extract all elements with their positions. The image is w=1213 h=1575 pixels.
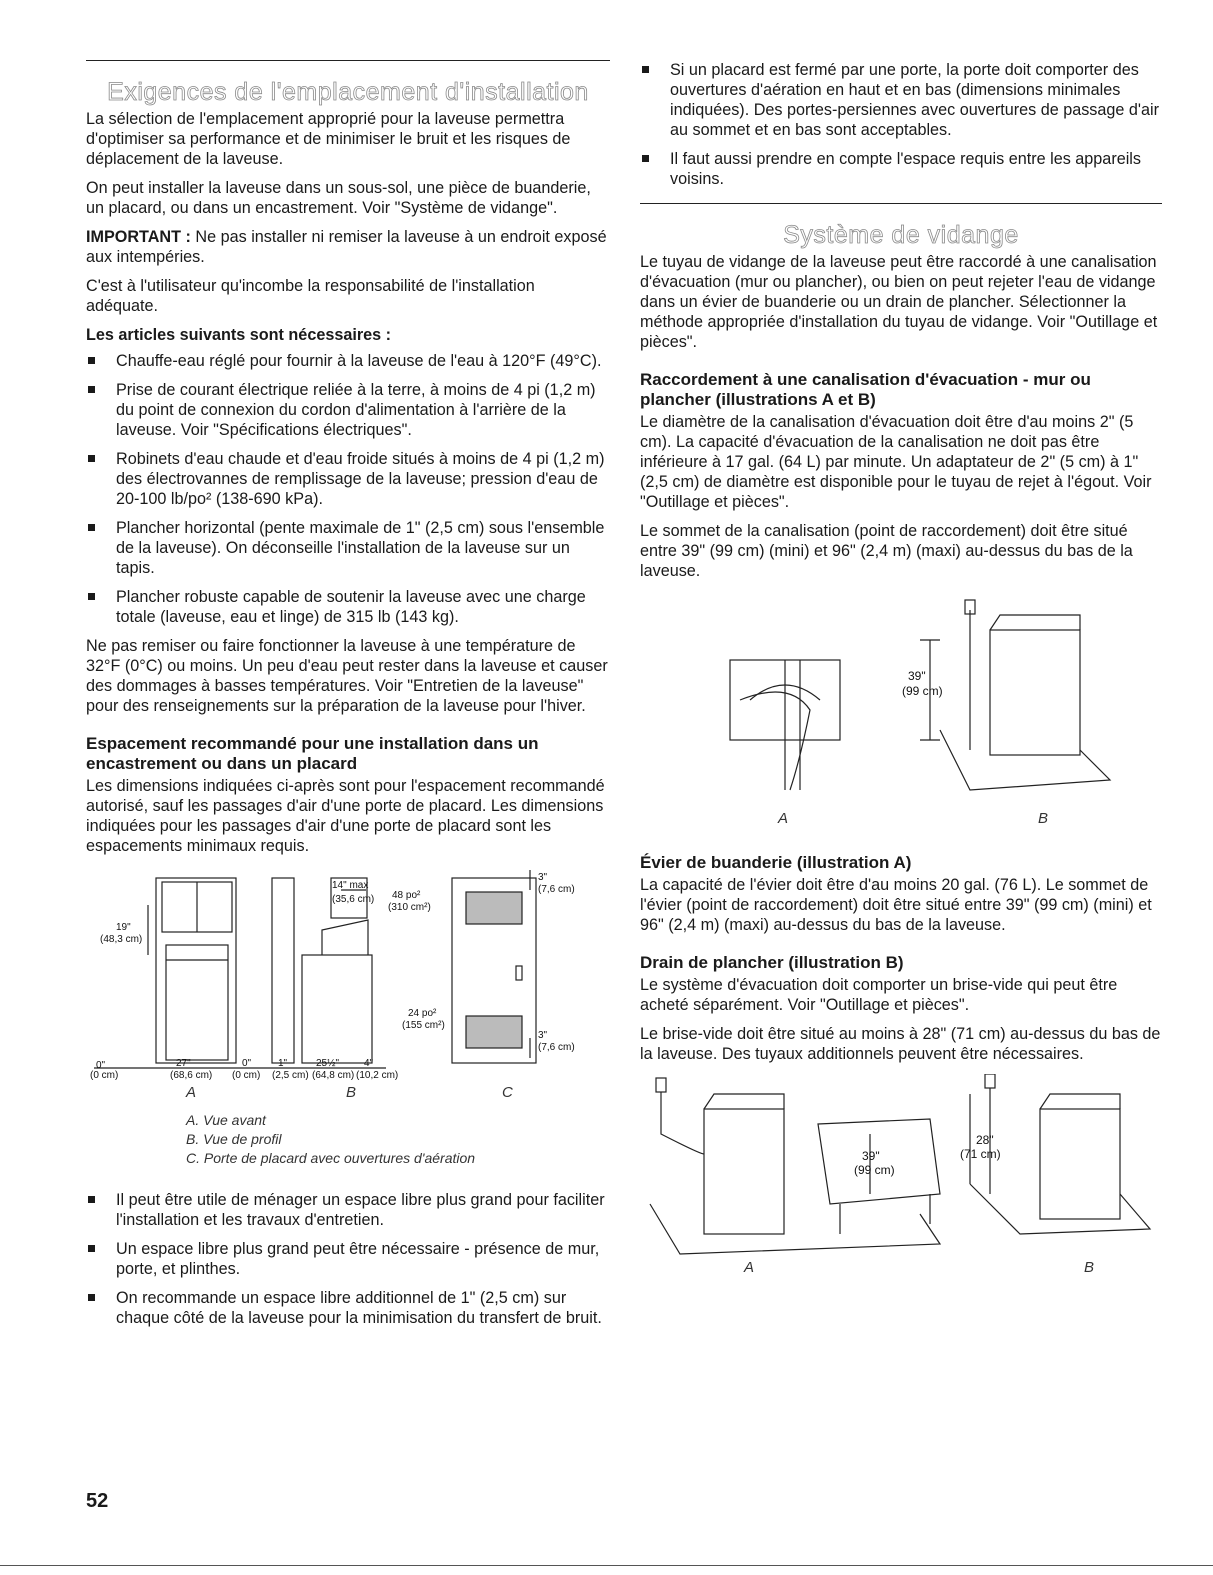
closet-outline [156,878,236,1063]
dim-14: 14" max [332,880,369,891]
dim-3a: 3" [538,872,548,883]
dim-27: 27" [176,1058,191,1069]
paragraph: Le brise-vide doit être situé au moins à 28" (71 cm) au-dessus du bas de la laveuse. Des tuyaux additionnels peuvent être nécessaires. [640,1025,1161,1063]
caption-line: C. Porte de placard avec ouvertures d'aération [186,1150,476,1166]
spacing-heading: Espacement recommandé pour une installation dans un encastrement ou dans un placard [86,734,539,773]
sink-floor-drain-figure [640,1074,1162,1259]
paragraph: Le sommet de la canalisation (point de raccordement) doit être situé entre 39" (99 cm) (mini) et 96" (2,4 m) (maxi) au-dessus du bas de la laveuse. [640,522,1133,580]
paragraph: La capacité de l'évier doit être d'au moins 20 gal. (76 L). Le sommet de l'évier (point de raccordement) doit être situé entre 39" (99 cm) (mini) et 96" (2,4 m) (maxi) au-dessus du bas de la laveuse. [640,876,1152,934]
dim-24: 24 po² [408,1008,437,1019]
paragraph: Le système d'évacuation doit comporter un brise-vide qui peut être acheté séparément. Voir "Outillage et pièces". [640,976,1118,1014]
dim-48: 48 po² [392,890,421,901]
floor-drain-heading: Drain de plancher (illustration B) [640,953,904,972]
closet-list [640,60,1162,189]
paragraph: C'est à l'utilisateur qu'incombe la responsabilité de l'installation adéquate. [86,277,535,315]
figure-caption [186,1111,610,1168]
standpipe-heading: Raccordement à une canalisation d'évacuation - mur ou plancher (illustrations A et B) [640,370,1091,409]
fig-label-b: B [1084,1259,1095,1276]
dim-4: 4" [364,1058,374,1069]
required-heading: Les articles suivants sont nécessaires : [86,326,392,344]
fig-label-b: B [1038,810,1049,827]
dim-3a-cm: (7,6 cm) [538,884,575,895]
dim-0b-cm: (0 cm) [232,1070,261,1080]
figure-labels [86,1084,610,1101]
dim-39-cm: (99 cm) [902,684,943,698]
page-number: 52 [86,1490,109,1512]
section-divider [640,203,1162,204]
dim-25-cm: (64,8 cm) [312,1070,355,1080]
sink-heading: Évier de buanderie (illustration A) [640,853,912,872]
paragraph: Le diamètre de la canalisation d'évacuation doit être d'au moins 2" (5 cm). La capacité d'évacuation de la canalisation ne doit pas être inférieure à 17 gal. (64 L) par minute. Un adaptateur de 2" (5 cm) à 1" (2,5 cm) de diamètre est disponible pour le tuyau de rejet à l'égout. Voir "Outillage et pièces". [640,413,1152,511]
paragraph: Les dimensions indiquées ci-après sont pour l'espacement recommandé autorisé, sauf les passages d'air d'une porte de placard. Les dimensions indiquées pour les passages d'air d'une porte de placard sont les espacements minimaux requis. [86,777,605,855]
list-item: On recommande un espace libre additionnel de 1" (2,5 cm) sur chaque côté de la laveuse pour la minimisation du transfert de bruit. [86,1288,610,1328]
closet-spacing-figure [86,870,610,1080]
dim-0a-cm: (0 cm) [90,1070,119,1080]
important-text: Ne pas installer ni remiser la laveuse à un endroit exposé aux intempéries. [86,228,607,266]
dim-28-cm: (71 cm) [960,1147,1001,1161]
dim-39: 39" [908,669,926,683]
standpipe-figure [640,590,1162,810]
dim-19-cm: (48,3 cm) [100,934,143,945]
important-label: IMPORTANT : [86,228,191,246]
list-item: Plancher robuste capable de soutenir la laveuse avec une charge totale (laveuse, eau et linge) de 315 lb (143 kg). [86,587,610,627]
list-item: Un espace libre plus grand peut être nécessaire - présence de mur, porte, et plinthes. [86,1239,610,1279]
caption-line: B. Vue de profil [186,1131,282,1147]
dim-19: 19" [116,922,131,933]
dim-24-cm: (155 cm²) [402,1020,445,1031]
list-item: Robinets d'eau chaude et d'eau froide situés à moins de 4 pi (1,2 m) des électrovannes de remplissage de la laveuse; pression d'eau de 20-100 lb/po² (138-690 kPa). [86,449,610,509]
paragraph: Ne pas remiser ou faire fonctionner la laveuse à une température de 32°F (0°C) ou moins. Un peu d'eau peut rester dans la laveuse et causer des dommages à basses températures. Voir "Entretien de la laveuse" pour des renseignements sur la préparation de la laveuse pour l'hiver. [86,637,608,715]
figure-labels [640,810,1162,827]
required-list [86,351,610,627]
paragraph: La sélection de l'emplacement approprié pour la laveuse permettra d'optimiser sa performance et de minimiser le bruit et les risques de déplacement de la laveuse. [86,110,571,168]
clearance-list [86,1190,610,1328]
list-item: Plancher horizontal (pente maximale de 1" (2,5 cm) sous l'ensemble de la laveuse). On déconseille l'installation de la laveuse sur un tapis. [86,518,610,578]
caption-line: A. Vue avant [186,1112,266,1128]
dim-48-cm: (310 cm²) [388,902,431,913]
list-item: Il peut être utile de ménager un espace libre plus grand pour faciliter l'installation et les travaux d'entretien. [86,1190,610,1230]
list-item: Si un placard est fermé par une porte, la porte doit comporter des ouvertures d'aération en haut et en bas (dimensions minimales indiquées). Des portes-persiennes avec ouvertures de passage d'air au sommet et en bas sont acceptables. [640,60,1162,140]
section-title-location: Exigences de l'emplacement d'installation [107,78,589,106]
important-note [86,227,610,267]
dim-4-cm: (10,2 cm) [356,1070,399,1080]
dim-39-cm: (99 cm) [854,1163,895,1177]
list-item: Prise de courant électrique reliée à la terre, à moins de 4 pi (1,2 m) du point de connexion du cordon d'alimentation à l'arrière de la laveuse. Voir "Spécifications électriques". [86,380,610,440]
dim-1: 1" [278,1058,288,1069]
fig-label-b: B [346,1084,357,1101]
figure-labels [640,1259,1162,1276]
right-column [640,60,1162,1276]
fig-label-c: C [502,1084,513,1101]
dim-27-cm: (68,6 cm) [170,1070,213,1080]
section-divider [86,60,610,61]
dim-39: 39" [862,1149,880,1163]
dim-0a: 0" [96,1060,106,1071]
page-bottom-rule [0,1565,1213,1566]
dim-28: 28" [976,1133,994,1147]
dim-1-cm: (2,5 cm) [272,1070,309,1080]
list-item: Chauffe-eau réglé pour fournir à la laveuse de l'eau à 120°F (49°C). [86,351,610,371]
dim-3b: 3" [538,1030,548,1041]
fig-label-a: A [744,1259,755,1276]
dim-25: 25½" [316,1058,340,1069]
dim-0b: 0" [242,1058,252,1069]
dim-3b-cm: (7,6 cm) [538,1042,575,1053]
dim-14-cm: (35,6 cm) [332,894,375,905]
left-column [86,60,610,1337]
fig-label-a: A [186,1084,197,1101]
paragraph: Le tuyau de vidange de la laveuse peut être raccordé à une canalisation d'évacuation (mur ou plancher), ou bien on peut rejeter l'eau de vidange dans un évier de buanderie ou un drain de plancher. Sélectionner la méthode appropriée d'installation du tuyau de vidange. Voir "Outillage et pièces". [640,253,1158,351]
list-item: Il faut aussi prendre en compte l'espace requis entre les appareils voisins. [640,149,1162,189]
paragraph: On peut installer la laveuse dans un sous-sol, une pièce de buanderie, un placard, ou dans un encastrement. Voir "Système de vidange". [86,179,591,217]
fig-label-a: A [778,810,789,827]
section-title-drain: Système de vidange [783,221,1019,249]
